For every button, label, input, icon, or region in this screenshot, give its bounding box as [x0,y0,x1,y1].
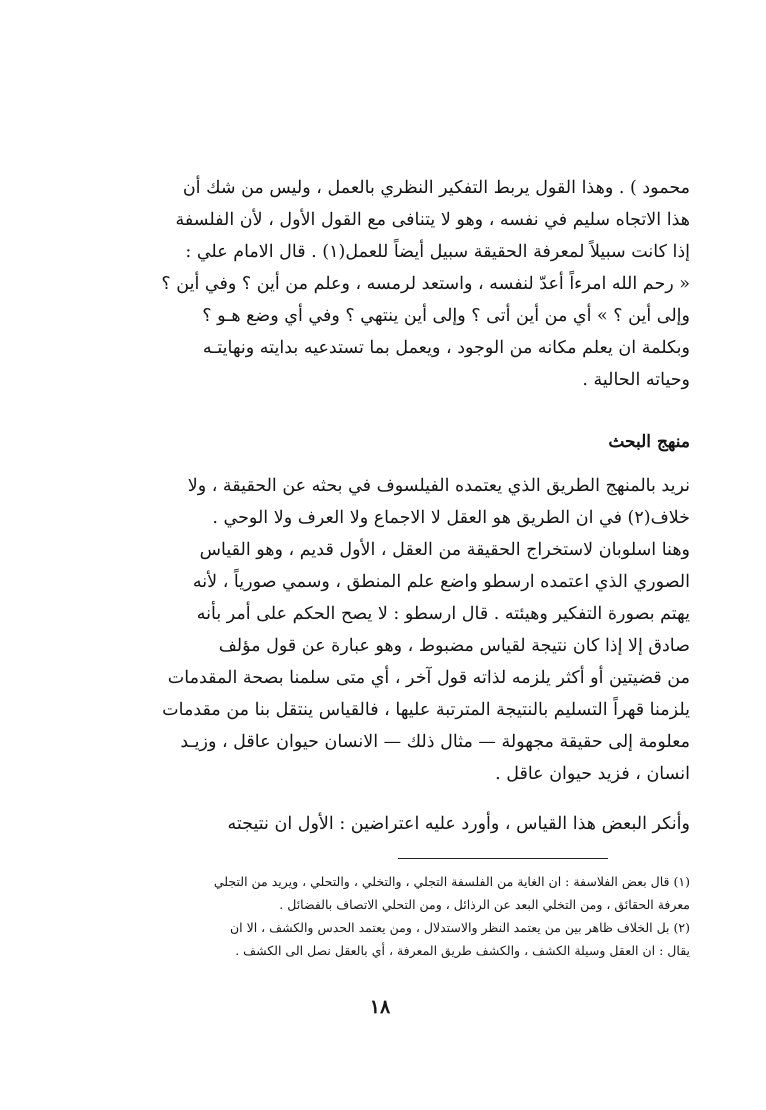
page-number: ١٨ [369,996,391,1018]
text-line: وبكلمة ان يعلم مكانه من الوجود ، ويعمل بما تستدعيه بدايته ونهايتـه [202,338,690,358]
footnote-line: (١) قال بعض الفلاسفة : ان الغاية من الفلسفة التجلي ، والتخلي ، والتحلي ، ويريد من التجلي [213,874,690,889]
text-line: وحياته الحالية . [582,370,690,390]
footnotes [76,870,690,962]
text-line: يلزمنا قهراً التسليم بالنتيجة المترتبة عليها ، فالقياس ينتقل بنا من مقدمات [162,700,690,720]
paragraph-objection [76,808,690,840]
paragraph-intro [76,172,690,396]
text-line: نريد بالمنهج الطريق الذي يعتمده الفيلسوف في بحثه عن الحقيقة ، ولا [187,476,690,496]
paragraph-method [76,470,690,790]
footnote-line: معرفة الحقائق ، ومن التخلي البعد عن الرذائل ، ومن التحلي الاتصاف بالفضائل . [279,897,690,912]
text-line: خلاف(٢) في ان الطريق هو العقل لا الاجماع ولا العرف ولا الوحي . [212,508,690,528]
text-line: هذا الاتجاه سليم في نفسه ، وهو لا يتنافى مع القول الأول ، لأن الفلسفة [175,210,690,230]
footnote-divider [398,858,608,859]
footnote-line: يقال : ان العقل وسيلة الكشف ، والكشف طريق المعرفة ، أي بالعقل نصل الى الكشف . [235,943,690,958]
text-line: وهنا اسلوبان لاستخراج الحقيقة من العقل ، الأول قديم ، وهو القياس [199,540,690,560]
text-line: يهتم بصورة التفكير وهيئته . قال ارسطو : لا يصح الحكم على أمر بأنه [196,604,690,624]
text-line: من قضيتين أو أكثر يلزمه لذاته قول آخر ، أي متى سلمنا بصحة المقدمات [167,668,690,688]
text-line: إذا كانت سبيلاً لمعرفة الحقيقة سبيل أيضاً للعمل(١) . قال الامام علي : [185,242,690,262]
text-line: « رحم الله امرءاً أعدّ لنفسه ، واستعد لرمسه ، وعلم من أين ؟ وفي أين ؟ [161,274,690,294]
text-line: صادق إلا إذا كان نتيجة لقياس مضبوط ، وهو عبارة عن قول مؤلف [218,636,690,656]
text-line: وإلى أين ؟ » أي من أين أتى ؟ وإلى أين ينتهي ؟ وفي أي وضع هـو ؟ [202,306,690,326]
text-line: محمود ) . وهذا القول يربط التفكير النظري بالعمل ، وليس من شك أن [182,178,690,198]
section-heading: منهج البحث [608,432,690,452]
text-line: الصوري الذي اعتمده ارسطو واضع علم المنطق ، وسمي صورياً ، لأنه [192,572,690,592]
text-line: معلومة إلى حقيقة مجهولة — مثال ذلك — الانسان حيوان عاقل ، وزيـد [180,732,690,752]
text-line: انسان ، فزيد حيوان عاقل . [495,764,690,784]
text-line: وأنكر البعض هذا القياس ، وأورد عليه اعتراضين : الأول ان نتيجته [227,814,690,834]
footnote-line: (٢) بل الخلاف ظاهر بين من يعتمد النظر والاستدلال ، ومن يعتمد الحدس والكشف ، الا ان [229,920,690,935]
